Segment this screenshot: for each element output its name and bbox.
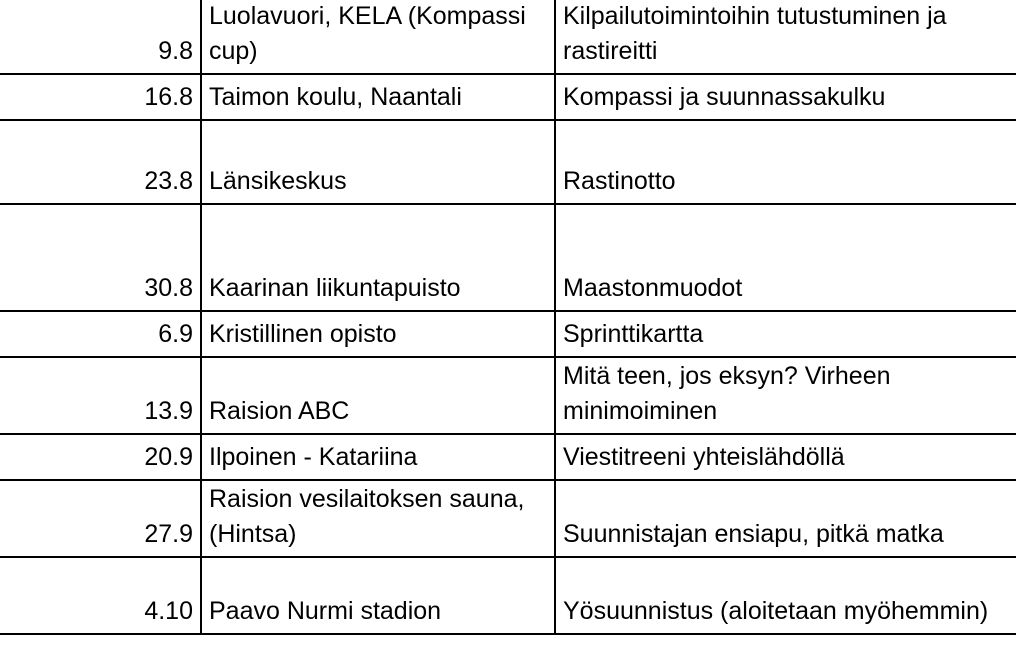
place-cell: Raision vesilaitoksen sauna, (Hintsa) (201, 480, 555, 557)
topic-cell: Suunnistajan ensiapu, pitkä matka (555, 480, 1016, 557)
topic-cell: Maastonmuodot (555, 204, 1016, 311)
place-cell: Ilpoinen - Katariina (201, 434, 555, 480)
table-row (0, 311, 1016, 357)
date-cell: 6.9 (0, 311, 201, 357)
topic-cell: Rastinotto (555, 120, 1016, 204)
table-row (0, 74, 1016, 120)
table-row (0, 0, 1016, 74)
table-row (0, 120, 1016, 204)
topic-cell: Kilpailutoimintoihin tutustuminen ja rastireitti (555, 0, 1016, 74)
place-cell: Paavo Nurmi stadion (201, 557, 555, 634)
topic-cell: Viestitreeni yhteislähdöllä (555, 434, 1016, 480)
place-cell: Taimon koulu, Naantali (201, 74, 555, 120)
place-cell: Raision ABC (201, 357, 555, 434)
topic-cell: Sprinttikartta (555, 311, 1016, 357)
place-cell: Luolavuori, KELA (Kompassi cup) (201, 0, 555, 74)
date-cell: 13.9 (0, 357, 201, 434)
topic-cell: Yösuunnistus (aloitetaan myöhemmin) (555, 557, 1016, 634)
date-cell: 27.9 (0, 480, 201, 557)
date-cell: 9.8 (0, 0, 201, 74)
table-row (0, 480, 1016, 557)
topic-cell: Mitä teen, jos eksyn? Virheen minimoiminen (555, 357, 1016, 434)
date-cell: 20.9 (0, 434, 201, 480)
date-cell: 30.8 (0, 204, 201, 311)
date-cell: 23.8 (0, 120, 201, 204)
table-row (0, 434, 1016, 480)
table-row (0, 357, 1016, 434)
date-cell: 16.8 (0, 74, 201, 120)
topic-cell: Kompassi ja suunnassakulku (555, 74, 1016, 120)
place-cell: Kaarinan liikuntapuisto (201, 204, 555, 311)
place-cell: Kristillinen opisto (201, 311, 555, 357)
table-row (0, 204, 1016, 311)
place-cell: Länsikeskus (201, 120, 555, 204)
table-row (0, 557, 1016, 634)
date-cell: 4.10 (0, 557, 201, 634)
